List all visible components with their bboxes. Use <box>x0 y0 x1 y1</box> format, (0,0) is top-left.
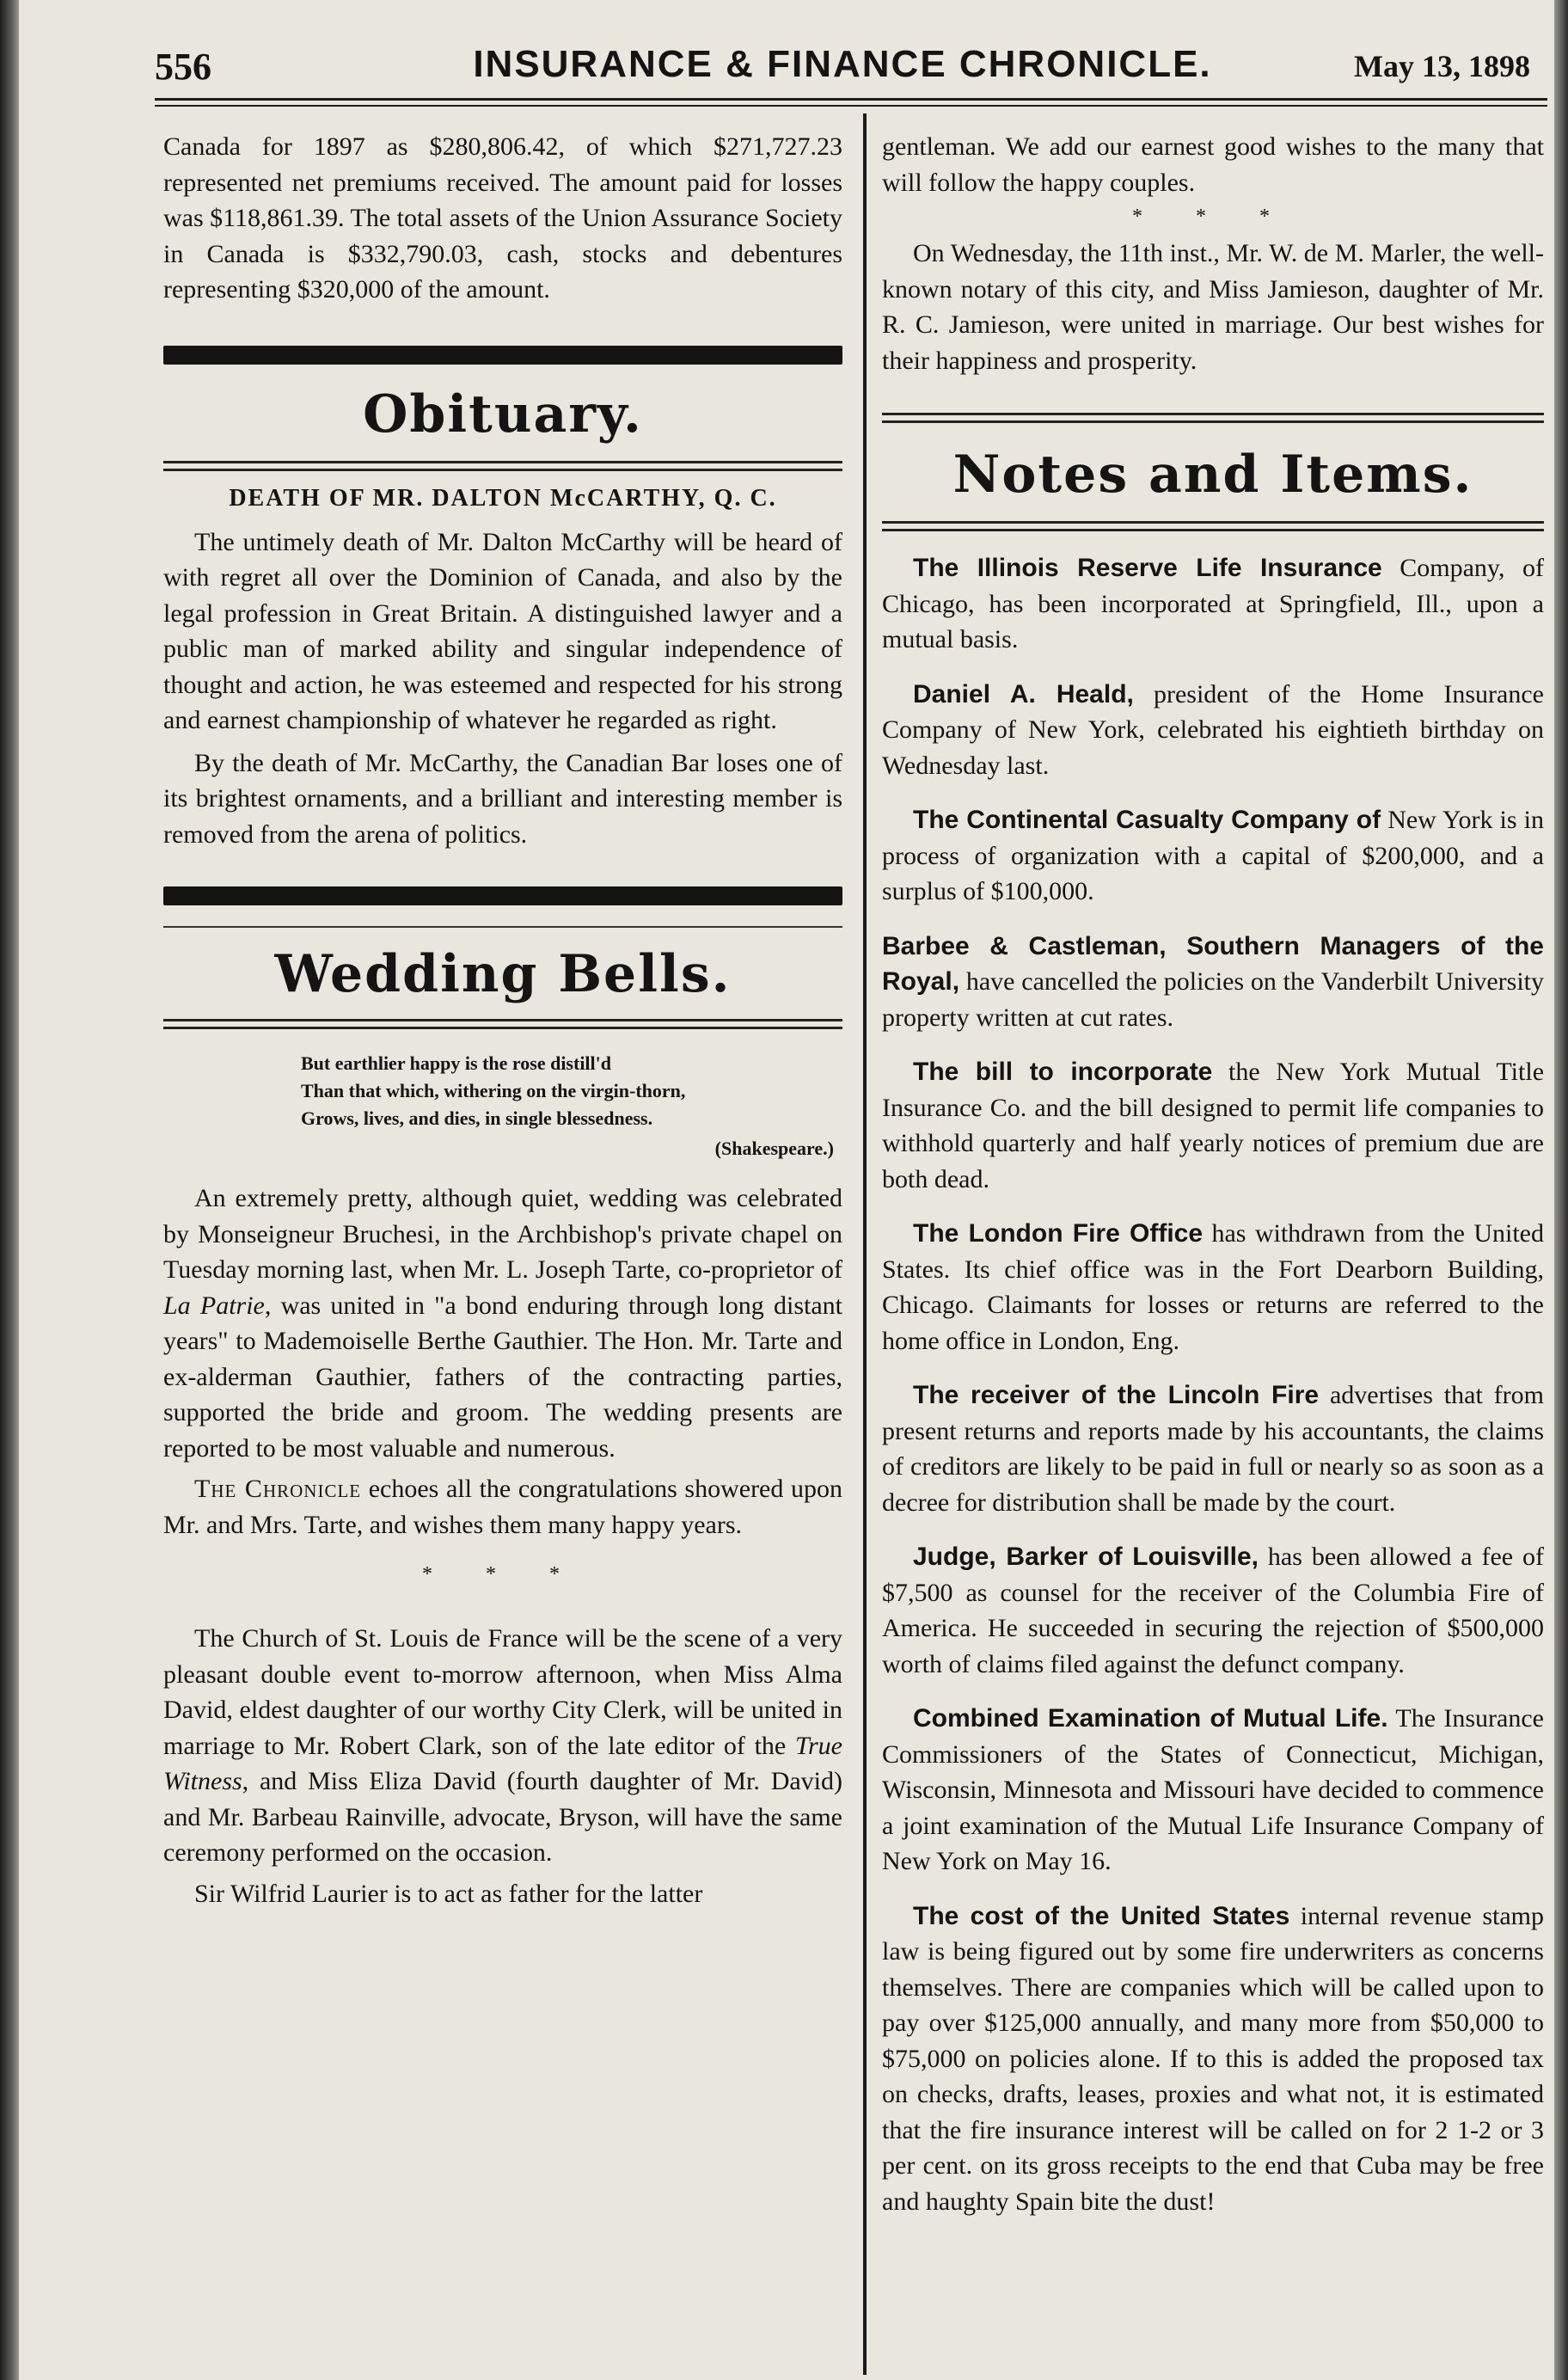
news-item-lead: Daniel A. Heald, <box>913 679 1134 708</box>
intro-paragraph: Canada for 1897 as $280,806.42, of which $271,727.23 represented net premiums received. The amount paid for losses was $118,861.39. The total assets of the Union Assurance Society in Canada is $332,790.03, cash, stocks and debentures representing $320,000 of the amount. <box>163 132 842 304</box>
wedding-title: Wedding Bells. <box>274 944 732 1004</box>
news-item-lead: The receiver of the Lincoln Fire <box>913 1381 1320 1409</box>
news-item: The Illinois Reserve Life Insurance Company, of Chicago, has been incorporated at Springfield, Ill., upon a mutual basis. <box>882 554 1544 653</box>
news-item-lead: The London Fire Office <box>913 1219 1204 1248</box>
poem-attribution: (Shakespeare.) <box>714 1138 834 1159</box>
news-item: The London Fire Office has withdrawn from the United States. Its chief office was in the Fort Dearborn Building, Chicago. Claimants for losses or returns are referred to the home office in London, Eng. <box>882 1219 1544 1355</box>
wedding-paragraph-2: The Chronicle echoes all the congratulations showered upon Mr. and Mrs. Tarte, and wishes them many happy years. <box>163 1475 842 1539</box>
obituary-subhead: DEATH OF MR. DALTON McCARTHY, Q. C. <box>229 484 777 512</box>
obituary-title: Obituary. <box>363 383 643 445</box>
poem-line: Than that which, withering on the virgin-thorn, <box>301 1080 686 1101</box>
issue-date: May 13, 1898 <box>1354 49 1530 83</box>
news-item: The bill to incorporate the New York Mutual Title Insurance Co. and the bill designed to permit life companies to withhold quarterly and half yearly notices of premium due are both dead. <box>882 1058 1545 1193</box>
page-binding-shadow <box>0 0 19 2380</box>
right-column <box>882 129 1544 2219</box>
poem-quote <box>301 1050 842 1132</box>
wedding-top-rule <box>163 926 842 928</box>
news-item: Judge, Barker of Louisville, has been allowed a fee of $7,500 as counsel for the receiver of the Columbia Fire of America. He succeeded in securing the rejection of $500,000 worth of claims filed against the defunct company. <box>882 1543 1544 1678</box>
separator-stars: * * * <box>422 1563 584 1586</box>
wedding-paragraph-4: Sir Wilfrid Laurier is to act as father for the latter <box>194 1879 703 1908</box>
wedding-paragraph-1: An extremely pretty, although quiet, wedding was celebrated by Monseigneur Bruchesi, in the Archbishop's private chapel on Tuesday morning last, when Mr. L. Joseph Tarte, co-proprietor of La Patrie, was united in "a bond enduring through long distant years" to Mademoiselle Berthe Gauthier. The Hon. Mr. Tarte and ex-alderman Gauthier, fathers of the contracting parties, supported the bride and groom. The wedding presents are reported to be most valuable and numerous. <box>163 1184 842 1463</box>
news-item-lead: The bill to incorporate <box>913 1058 1213 1086</box>
separator-stars: * * * <box>1132 205 1294 228</box>
wedding-top-bar <box>163 886 842 905</box>
left-column <box>163 129 842 1911</box>
wedding-paragraph-3: The Church of St. Louis de France will be the scene of a very pleasant double event to-morrow afternoon, when Miss Alma David, eldest daughter of our worthy City Clerk, will be united in marriage to Mr. Robert Clark, son of the late editor of the True Witness, and Miss Eliza David (fourth daughter of Mr. David) and Mr. Barbeau Rainville, advocate, Bryson, will have the same ceremony performed on the occasion. <box>163 1624 842 1867</box>
notes-rule <box>882 521 1544 531</box>
newspaper-title: True Witness <box>163 1731 842 1795</box>
news-item-lead: Combined Examination of Mutual Life. <box>913 1704 1388 1733</box>
column-divider <box>863 113 867 2375</box>
news-item: The Continental Casualty Company of New York is in process of organization with a capital of $200,000, and a surplus of $100,000. <box>882 806 1544 905</box>
news-item-lead: The Illinois Reserve Life Insurance <box>913 554 1382 582</box>
news-item-lead: The Continental Casualty Company of <box>913 806 1381 834</box>
news-item-lead: Judge, Barker of Louisville, <box>913 1543 1259 1571</box>
news-item: The receiver of the Lincoln Fire advertises that from present returns and reports made by his accountants, the claims of creditors are likely to be paid in full or nearly so as soon as a decree for distribution shall be made by the court. <box>882 1381 1544 1517</box>
news-item-lead: The cost of the United States <box>913 1901 1290 1930</box>
notes-top-rule <box>882 413 1544 423</box>
news-item: The cost of the United States internal revenue stamp law is being figured out by some fire underwriters as concerns themselves. There are companies which will be called upon to pay over $125,000 annually, and many more from $50,000 to $75,000 on policies alone. If to this is added the proposed tax on checks, drafts, leases, proxies and what not, it is estimated that the fire insurance interest will be called on for 2 1-2 or 3 per cent. on its gross receipts to the end that Cuba may be free and haughty Spain bite the dust! <box>882 1901 1544 2216</box>
publication-title: INSURANCE & FINANCE CHRONICLE. <box>473 43 1212 85</box>
news-item-lead: Barbee & Castleman, Southern Managers of the Royal, <box>882 931 1544 996</box>
obituary-rule <box>163 461 842 471</box>
newspaper-title: La Patrie <box>163 1291 265 1320</box>
header-rule-thin <box>155 105 1547 107</box>
news-item: Daniel A. Heald, president of the Home Insurance Company of New York, celebrated his eightieth birthday on Wednesday last. <box>882 679 1544 780</box>
marler-paragraph: On Wednesday, the 11th inst., Mr. W. de M. Marler, the well-known notary of this city, and Miss Jamieson, daughter of Mr. R. C. Jamieson, were united in marriage. Our best wishes for their happiness and prosperity. <box>882 239 1544 375</box>
news-item: Combined Examination of Mutual Life. The Insurance Commissioners of the States of Connecticut, Michigan, Wisconsin, Minnesota and Missouri have decided to commence a joint examination of the Mutual Life Insurance Company of New York on May 16. <box>882 1704 1544 1875</box>
notes-title: Notes and Items. <box>952 445 1473 505</box>
poem-line: But earthlier happy is the rose distill'd <box>301 1052 612 1074</box>
poem-line: Grows, lives, and dies, in single blessedness. <box>301 1107 653 1129</box>
obituary-top-bar <box>163 346 842 365</box>
header-rule <box>155 98 1547 101</box>
wedding-rule <box>163 1019 842 1029</box>
obituary-paragraph-2: By the death of Mr. McCarthy, the Canadian Bar loses one of its brightest ornaments, and a brilliant and interesting member is removed from the arena of politics. <box>163 748 842 849</box>
page-header <box>155 38 1530 93</box>
page-edge-shadow <box>1554 0 1568 2380</box>
page-number: 556 <box>155 46 211 88</box>
continued-paragraph: gentleman. We add our earnest good wishes to the many that will follow the happy couples. <box>882 132 1544 197</box>
news-item: Barbee & Castleman, Southern Managers of the Royal, have cancelled the policies on the Vanderbilt University property written at cut rates. <box>882 931 1544 1032</box>
obituary-paragraph-1: The untimely death of Mr. Dalton McCarthy will be heard of with regret all over the Dominion of Canada, and also by the legal profession in Great Britain. A distinguished lawyer and a public man of marked ability and singular independence of thought and action, he was esteemed and respected for his strong and earnest championship of whatever he regarded as right. <box>163 527 842 734</box>
